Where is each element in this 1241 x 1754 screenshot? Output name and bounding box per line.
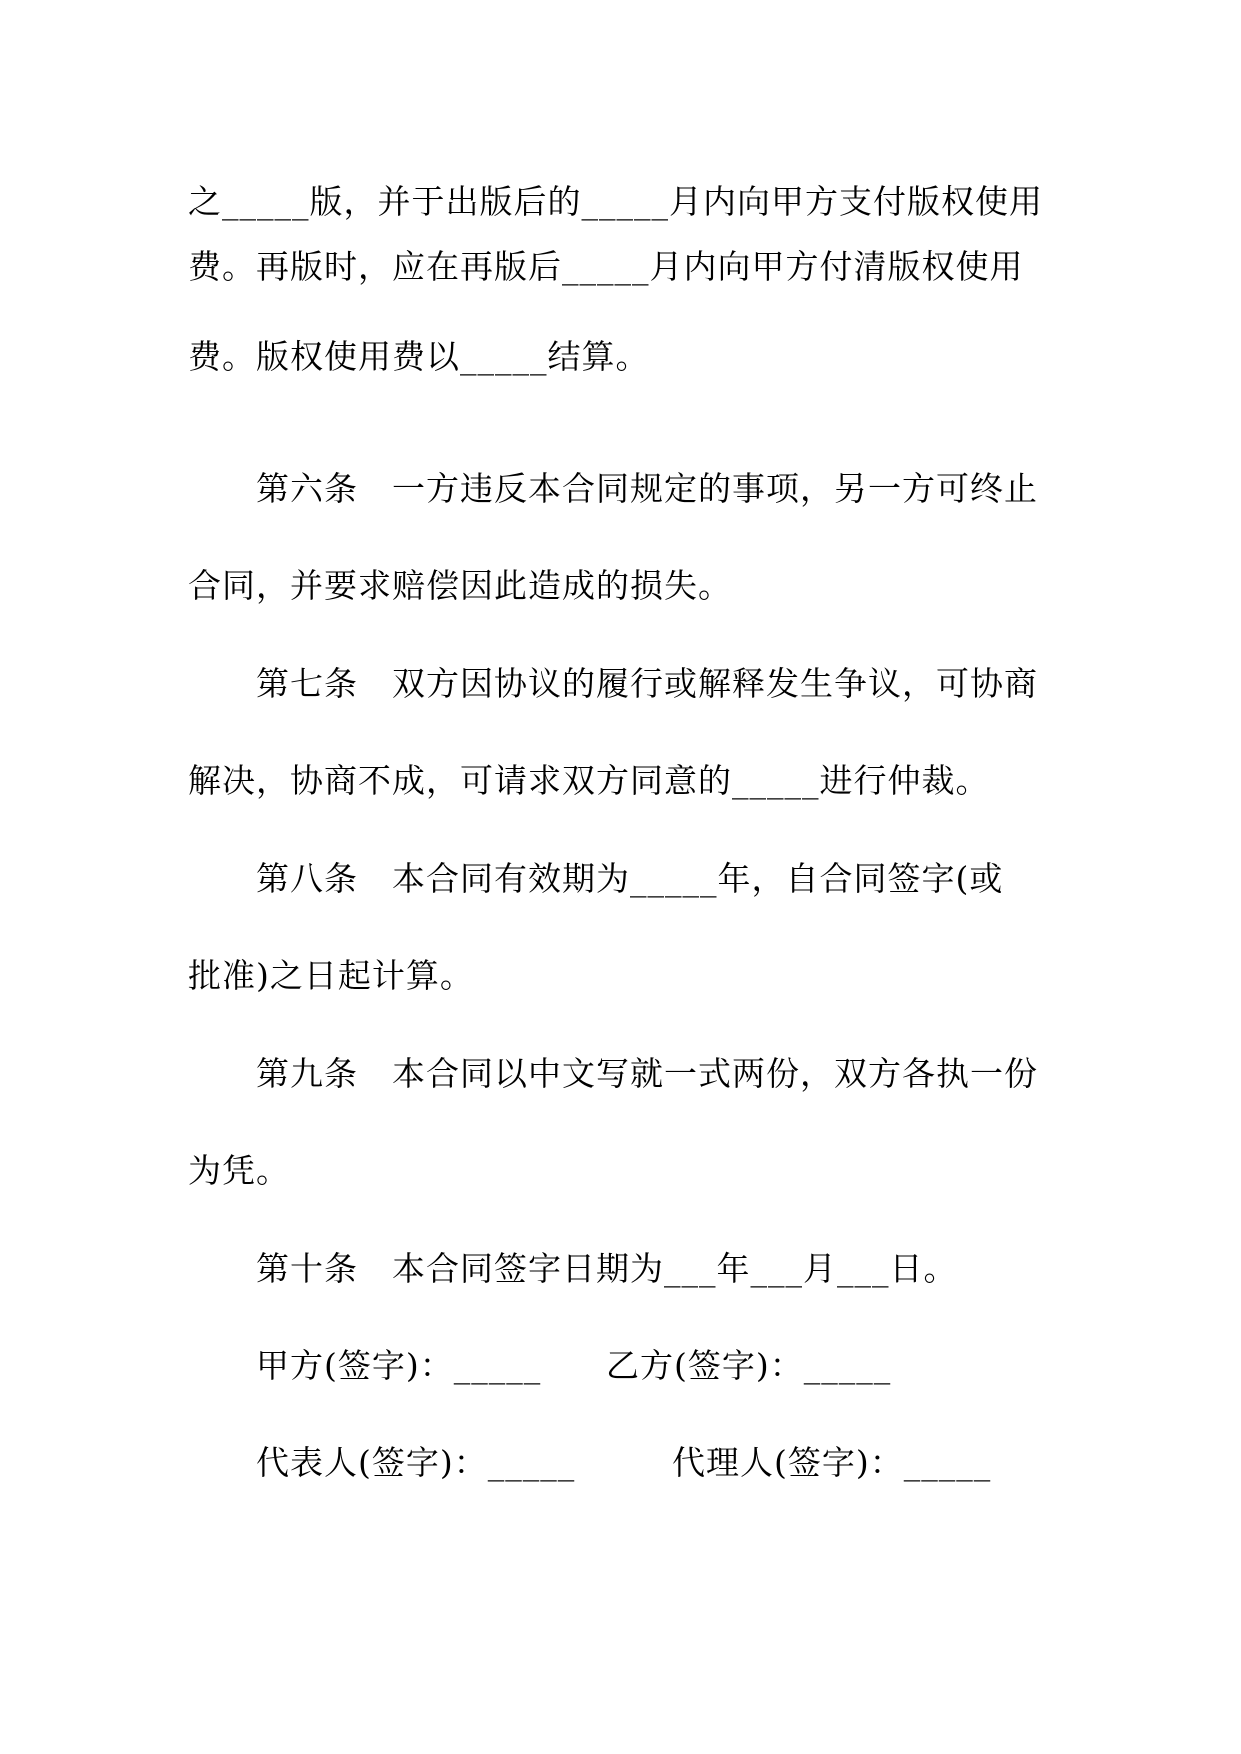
article-eight-line-2: 批准)之日起计算。	[188, 956, 474, 995]
article-ten-line: 第十条 本合同签字日期为___年___月___日。	[256, 1249, 958, 1288]
article-six-line-2: 合同，并要求赔偿因此造成的损失。	[188, 566, 732, 605]
paragraph-line-3: 费。版权使用费以_____结算。	[188, 337, 650, 376]
paragraph-line-1: 之_____版，并于出版后的_____月内向甲方支付版权使用	[188, 182, 1043, 221]
representative-signature: 代表人(签字)：_____	[256, 1443, 576, 1482]
agent-signature: 代理人(签字)：_____	[672, 1443, 992, 1482]
article-nine-line-2: 为凭。	[188, 1151, 290, 1190]
article-nine-line-1: 第九条 本合同以中文写就一式两份，双方各执一份	[256, 1054, 1038, 1093]
article-eight-line-1: 第八条 本合同有效期为_____年，自合同签字(或	[256, 859, 1004, 898]
party-b-signature: 乙方(签字)：_____	[606, 1346, 892, 1385]
article-seven-line-2: 解决，协商不成，可请求双方同意的_____进行仲裁。	[188, 761, 990, 800]
article-six-line-1: 第六条 一方违反本合同规定的事项，另一方可终止	[256, 469, 1038, 508]
party-a-signature: 甲方(签字)：_____	[256, 1346, 542, 1385]
paragraph-line-2: 费。再版时，应在再版后_____月内向甲方付清版权使用	[188, 247, 1024, 286]
article-seven-line-1: 第七条 双方因协议的履行或解释发生争议，可协商	[256, 664, 1038, 703]
